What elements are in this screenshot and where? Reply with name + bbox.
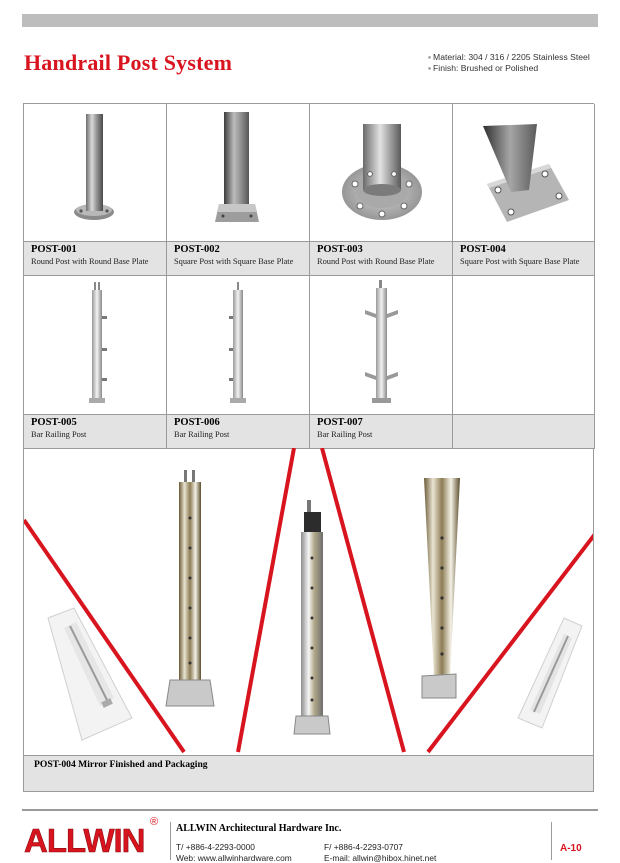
email-link[interactable]: E-mail: allwin@hibox.hinet.net	[324, 853, 437, 863]
page-title: Handrail Post System	[24, 50, 233, 75]
product-description: Square Post with Square Base Plate	[174, 257, 294, 266]
product-caption	[453, 241, 594, 275]
fax: F/ +886-4-2293-0707	[324, 842, 403, 852]
product-card-post-002[interactable]	[167, 104, 310, 276]
company-name: ALLWIN Architectural Hardware Inc.	[176, 823, 342, 834]
bullet-icon: ▪	[428, 52, 432, 62]
post-006-image	[167, 276, 309, 414]
product-code: POST-003	[317, 244, 363, 255]
product-code: POST-006	[174, 417, 220, 428]
footer-rule	[22, 809, 598, 811]
footer-divider	[551, 822, 552, 860]
website-link[interactable]: Web: www.allwinhardware.com	[176, 853, 292, 863]
product-code: POST-007	[317, 417, 363, 428]
product-caption	[310, 414, 452, 448]
product-caption	[24, 414, 166, 448]
product-code: POST-001	[31, 244, 77, 255]
product-description: Round Post with Round Base Plate	[31, 257, 149, 266]
product-caption	[167, 241, 309, 275]
page-number: A-10	[560, 843, 582, 854]
post-002-image	[167, 104, 309, 241]
empty-product-card	[453, 276, 595, 449]
product-description: Bar Railing Post	[317, 430, 373, 439]
product-code: POST-002	[174, 244, 220, 255]
product-description: Square Post with Square Base Plate	[460, 257, 580, 266]
post-001-image	[24, 104, 166, 241]
product-description: Round Post with Round Base Plate	[317, 257, 435, 266]
product-caption	[167, 414, 309, 448]
product-caption	[453, 414, 594, 448]
feature-panel	[23, 448, 594, 792]
product-card-post-003[interactable]	[310, 104, 453, 276]
product-card-post-005[interactable]	[24, 276, 167, 449]
product-card-post-006[interactable]	[167, 276, 310, 449]
post-007-image	[310, 276, 452, 414]
product-grid	[23, 103, 594, 448]
product-description: Bar Railing Post	[174, 430, 230, 439]
product-description: Bar Railing Post	[31, 430, 87, 439]
product-code: POST-004	[460, 244, 506, 255]
feature-caption: POST-004 Mirror Finished and Packaging	[24, 755, 593, 791]
spec-material: ▪ Material: 304 / 316 / 2205 Stainless Steel	[428, 52, 590, 62]
telephone: T/ +886-4-2293-0000	[176, 842, 255, 852]
footer-divider	[170, 822, 171, 860]
product-caption	[310, 241, 452, 275]
product-card-post-001[interactable]	[24, 104, 167, 276]
spec-finish: ▪ Finish: Brushed or Polished	[428, 63, 539, 73]
allwin-logo	[22, 820, 160, 858]
product-card-post-007[interactable]	[310, 276, 453, 449]
bullet-icon: ▪	[428, 63, 432, 73]
top-rule-bar	[22, 14, 598, 27]
registered-mark: ®	[150, 816, 159, 828]
post-003-image	[310, 104, 452, 241]
spec-list	[428, 52, 590, 74]
product-card-post-004[interactable]	[453, 104, 595, 276]
product-code: POST-005	[31, 417, 77, 428]
product-caption	[24, 241, 166, 275]
post-004-image	[453, 104, 594, 241]
post-005-image	[24, 276, 166, 414]
feature-image	[24, 448, 594, 756]
svg-text:ALLWIN: ALLWIN	[24, 822, 145, 858]
